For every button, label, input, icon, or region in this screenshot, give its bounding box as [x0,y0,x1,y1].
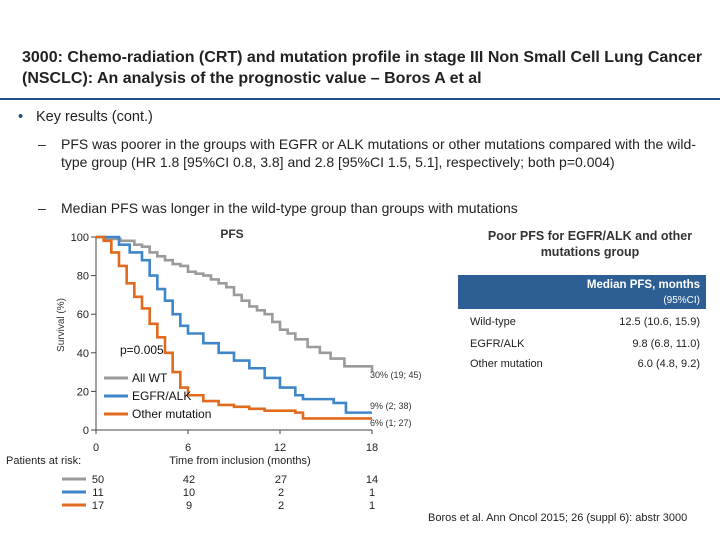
at-risk-value: 14 [365,474,379,486]
x-tick-label: 0 [92,442,100,454]
dash-icon: – [38,136,46,152]
y-axis-label: Survival (%) [56,298,67,352]
legend-label: EGFR/ALK [132,389,192,403]
at-risk-value: 11 [92,487,104,499]
bullet-dot-icon: • [18,109,24,125]
row-value: 9.8 (6.8, 11.0) [632,338,700,350]
at-risk-value: 27 [274,474,288,486]
legend-label: Other mutation [132,407,212,421]
legend-label: All WT [132,371,168,385]
chart-title: PFS [220,227,244,241]
y-tick-label: 60 [76,309,89,322]
dash-icon: – [38,200,46,216]
at-risk-value: 10 [182,487,196,499]
median-table-subtitle: (95%CI) [663,295,700,306]
sub-bullet-text: Median PFS was longer in the wild-type group than groups with mutations [61,200,518,216]
y-tick-label: 80 [76,270,89,283]
y-tick-label: 40 [76,347,89,360]
curve-end-label: 30% (19; 45) [370,370,422,380]
curve-end-labels [370,370,422,428]
at-risk-table [62,474,378,512]
row-value: 12.5 (10.6, 15.9) [619,316,700,328]
at-risk-value: 1 [368,487,376,499]
patients-at-risk-label: Patients at risk: [6,455,82,467]
curve-end-label: 6% (1; 27) [370,418,412,428]
y-tick-label: 0 [82,425,89,437]
at-risk-value: 17 [91,500,105,512]
row-value: 6.0 (4.8, 9.2) [637,358,700,370]
y-tick-label: 100 [70,232,89,244]
median-table-title: Median PFS, months [586,279,700,291]
x-tick-label: 12 [273,442,287,454]
citation: Boros et al. Ann Oncol 2015; 26 (suppl 6): abstr 3000 [428,512,688,524]
row-group: Wild-type [470,316,516,328]
chart-axes [71,232,378,454]
x-tick-label: 6 [184,442,192,454]
bullet-text: Key results (cont.) [36,109,153,125]
at-risk-value: 50 [91,474,105,486]
survival-curve [96,237,372,413]
sub-bullet-text: PFS was poorer in the groups with EGFR or ALK mutations or other mutations compared with the wild-type group (HR 1.8 [95%CI 0.8, 3.8] and 2.8 [95%CI 1.5, 5.1], respectively; both p=0.004) [61,136,696,170]
row-group: EGFR/ALK [470,338,525,350]
curve-end-label: 9% (2; 38) [370,401,412,411]
at-risk-value: 9 [185,500,193,512]
poor-pfs-callout: Poor PFS for EGFR/ALK and other mutations group [487,229,693,259]
at-risk-value: 42 [182,474,196,486]
x-tick-label: 18 [365,442,379,454]
at-risk-value: 1 [368,500,376,512]
x-axis-label: Time from inclusion (months) [169,455,311,467]
at-risk-value: 2 [277,487,285,499]
p-value-label: p=0.005 [120,343,164,357]
y-tick-label: 20 [76,386,89,399]
median-table-header [458,275,706,309]
at-risk-value: 2 [277,500,285,512]
slide-title: 3000: Chemo-radiation (CRT) and mutation profile in stage III Non Small Cell Lung Cancer (NSCLC): An analysis of the prognostic value – Boros A et al [22,49,703,87]
row-group: Other mutation [470,358,543,370]
